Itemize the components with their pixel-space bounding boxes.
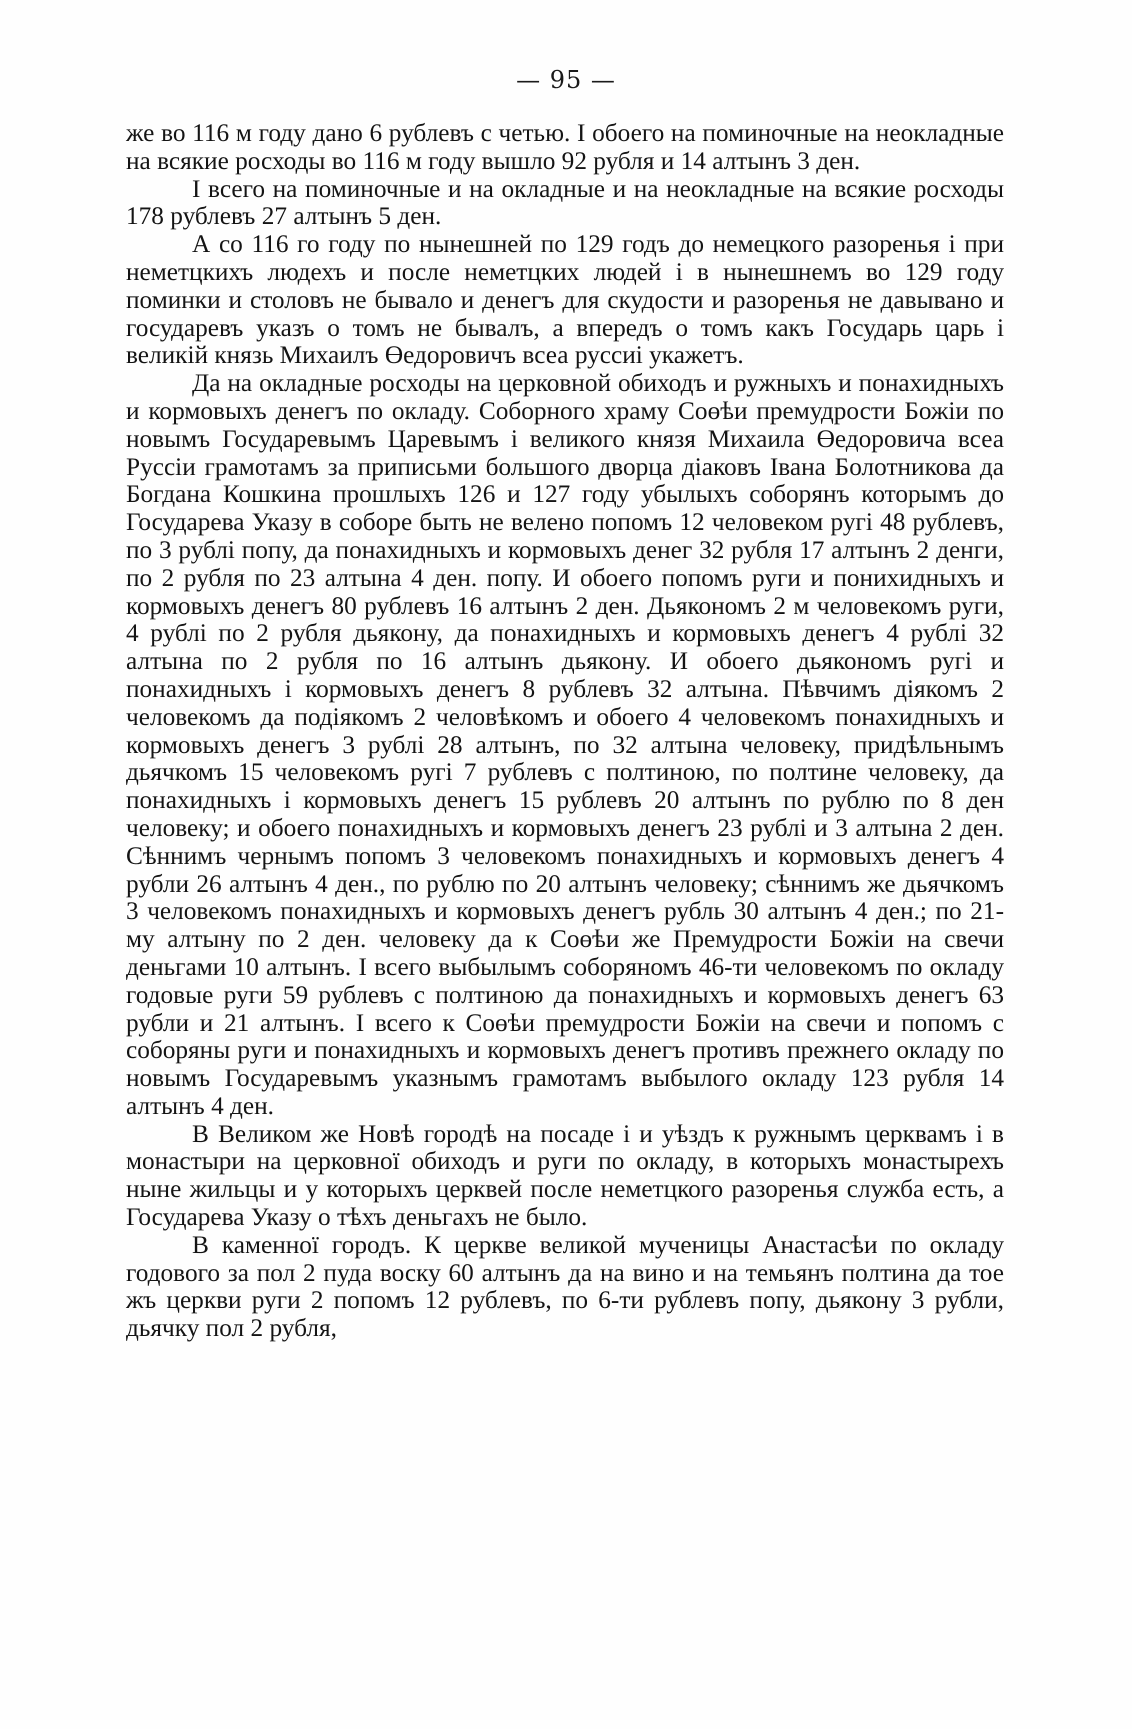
- paragraph-church-expenses: Да на окладные росходы на церковной обиходъ и ружныхъ и понахидныхъ и кормовыхъ денегъ по окладу. Соборного храму Соөѣи премудрости Божіи по новымъ Государевымъ Царевымъ і великого князя Михаила Өедоровича всеа Руссіи грамотамъ за приписьми большого дворца діаковъ Івана Болотникова да Богдана Кошкина прошлыхъ 126 и 127 году убылыхъ соборянъ которымъ до Государева Указу в соборе быть не велено попомъ 12 человеком ругі 48 рублевъ, по 3 рублі попу, да понахидныхъ и кормовыхъ денег 32 рубля 17 алтынъ 2 денги, по 2 рубля по 23 алтына 4 ден. попу. И обоего попомъ руги и понихидныхъ и кормовыхъ денегъ 80 рублевъ 16 алтынъ 2 ден. Дьякономъ 2 м человекомъ руги, 4 рублі по 2 рубля дьякону, да понахидныхъ и кормовыхъ денегъ 4 рублі 32 алтына по 2 рубля по 16 алтынъ дьякону. И обоего дьякономъ ругі и понахидныхъ і кормовыхъ денегъ 8 рублевъ 32 алтына. Пѣвчимъ діякомъ 2 человекомъ да подіякомъ 2 человѣкомъ и обоего 4 человекомъ понахидныхъ и кормовыхъ денегъ 3 рублі 28 алтынъ, по 32 алтына человеку, придѣльнымъ дьячкомъ 15 человекомъ ругі 7 рублевъ с полтиною, по полтине человеку, да понахидныхъ і кормовыхъ денегъ 15 рублевъ 20 алтынъ по рублю по 8 ден человеку; и обоего понахидныхъ и кормовыхъ денегъ 23 рублі и 3 алтына 2 ден. Сѣннимъ чернымъ попомъ 3 человекомъ понахидныхъ и кормовыхъ денегъ 4 рубли 26 алтынъ 4 ден., по рублю по 20 алтынъ человеку; сѣннимъ же дьячкомъ 3 человекомъ понахидныхъ и кормовыхъ денегъ рубль 30 алтынъ 4 ден.; по 21-му алтыну по 2 ден. человеку да к Соөѣи же Премудрости Божіи на свечи деньгами 10 алтынъ. І всего выбылымъ соборяномъ 46-ти человекомъ по окладу годовые руги 59 рублевъ с полтиною да понахидныхъ и кормовыхъ денегъ 63 рубли и 21 алтынъ. І всего к Соөѣи премудрости Божіи на свечи и попомъ с соборяны руги и понахидныхъ и кормовыхъ денегъ противъ прежнего окладу по новымъ Государевымъ указнымъ грамотамъ выбылого окладу 123 рубля 14 алтынъ 4 ден.: [126, 369, 1004, 1120]
- paragraph-total-expenses: І всего на поминочные и на окладные и на неокладные на всякие росходы 178 рублевъ 27 алтынъ 5 ден.: [126, 174, 1004, 231]
- paragraph-stone-city: В каменної городъ. К церкве великой мученицы Анастасѣи по окладу годового за пол 2 пуда воску 60 алтынъ да на вино и на темьянъ полтина да тое жъ церкви руги 2 попомъ 12 рублевъ, по 6-ти рублевъ попу, дьякону 3 рубли, дьячку пол 2 рубля,: [126, 1230, 1004, 1343]
- page-number: — 95 —: [516, 66, 616, 94]
- paragraph-german-devastation: А со 116 го году по нынешней по 129 годъ до немецкого разоренья і при неметцкихъ людехъ и после неметцких людей і в нынешнемъ во 129 году поминки и столовъ не бывало и денегъ для скудости и разоренья не давывано и государевъ указъ о томъ не бывалъ, а впередъ о томъ какъ Государь царь і великій князь Михаилъ Өедоровичъ всеа руссиі укажетъ.: [126, 230, 1004, 370]
- paragraph-novgorod-churches: В Великом же Новѣ городѣ на посаде і и уѣздъ к ружнымъ церквамъ і в монастыри на церковної обиходъ и руги по окладу, в которыхъ монастырехъ ныне жильцы и у которыхъ церквей после неметцкого разоренья служба есть, а Государева Указу о тѣхъ деньгахъ не было.: [126, 1119, 1004, 1232]
- body-text: [126, 120, 1004, 1343]
- paragraph-continuation: же во 116 м году дано 6 рублевъ с четью. І обоего на поминочные на неокладные на всякие росходы во 116 м году вышло 92 рубля и 14 алтынъ 3 ден.: [126, 119, 1004, 175]
